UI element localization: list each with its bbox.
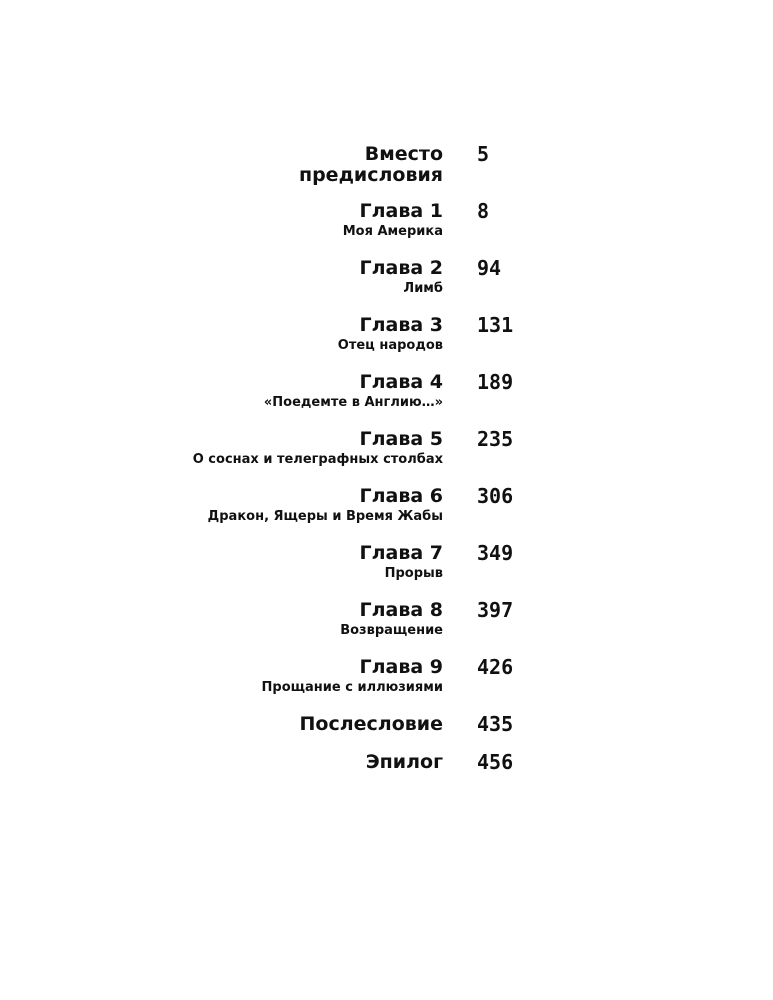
toc-entry-page: 235 xyxy=(477,427,514,451)
toc-entry-subtitle: О соснах и телеграфных столбах xyxy=(192,452,443,467)
toc-entry-text xyxy=(208,486,443,525)
toc-entry-page: 435 xyxy=(477,712,514,736)
toc-entry-title-line2: предисловия xyxy=(298,164,443,186)
toc-entry-text xyxy=(299,144,443,186)
toc-entry-page: 5 xyxy=(477,142,490,166)
toc-entry-subtitle: Моя Америка xyxy=(342,224,443,239)
toc-entry-title: Глава 8 xyxy=(359,599,443,621)
toc-entry-page: 426 xyxy=(477,655,514,679)
toc-entry-text xyxy=(262,657,443,696)
toc-entry-page: 397 xyxy=(477,598,514,622)
toc-entry-title: Глава 1 xyxy=(359,200,443,222)
toc-entry-title: Вместо xyxy=(364,143,443,165)
toc-entry-title: Глава 5 xyxy=(359,428,443,450)
toc-entry-text xyxy=(340,600,443,639)
toc-entry-title: Эпилог xyxy=(365,751,443,773)
toc-entry-text xyxy=(264,372,443,411)
toc-entry-subtitle: Прощание с иллюзиями xyxy=(261,680,443,695)
toc-entry-title: Глава 6 xyxy=(359,485,443,507)
toc-entry-text xyxy=(359,258,443,297)
toc-entry-title: Глава 7 xyxy=(359,542,443,564)
toc-entry-page: 456 xyxy=(477,750,514,774)
toc-entry-page: 349 xyxy=(477,541,514,565)
toc-entry-title: Глава 2 xyxy=(359,257,443,279)
toc-entry-subtitle: «Поедемте в Англию…» xyxy=(263,395,443,410)
toc-entry-page: 306 xyxy=(477,484,514,508)
toc-entry-title: Глава 4 xyxy=(359,371,443,393)
toc-entry-page: 8 xyxy=(477,199,490,223)
toc-entry-title: Глава 9 xyxy=(359,656,443,678)
toc-entry-subtitle: Лимб xyxy=(403,281,443,296)
toc-entry-text xyxy=(300,714,443,735)
toc-entry-title: Глава 3 xyxy=(359,314,443,336)
toc-entry-page: 189 xyxy=(477,370,514,394)
toc-entry-subtitle: Отец народов xyxy=(337,338,443,353)
toc-entry-text xyxy=(343,201,443,240)
toc-entry-text xyxy=(366,752,443,773)
toc-entry-page: 94 xyxy=(477,256,502,280)
toc-entry-page: 131 xyxy=(477,313,514,337)
toc-entry-text xyxy=(359,543,443,582)
toc-entry-title: Послесловие xyxy=(299,713,443,735)
toc-entry-text xyxy=(193,429,443,468)
toc-entry-text xyxy=(338,315,443,354)
toc-entry-subtitle: Прорыв xyxy=(384,566,443,581)
toc-entry-subtitle: Возвращение xyxy=(340,623,443,638)
toc-entry-subtitle: Дракон, Ящеры и Время Жабы xyxy=(207,509,443,524)
